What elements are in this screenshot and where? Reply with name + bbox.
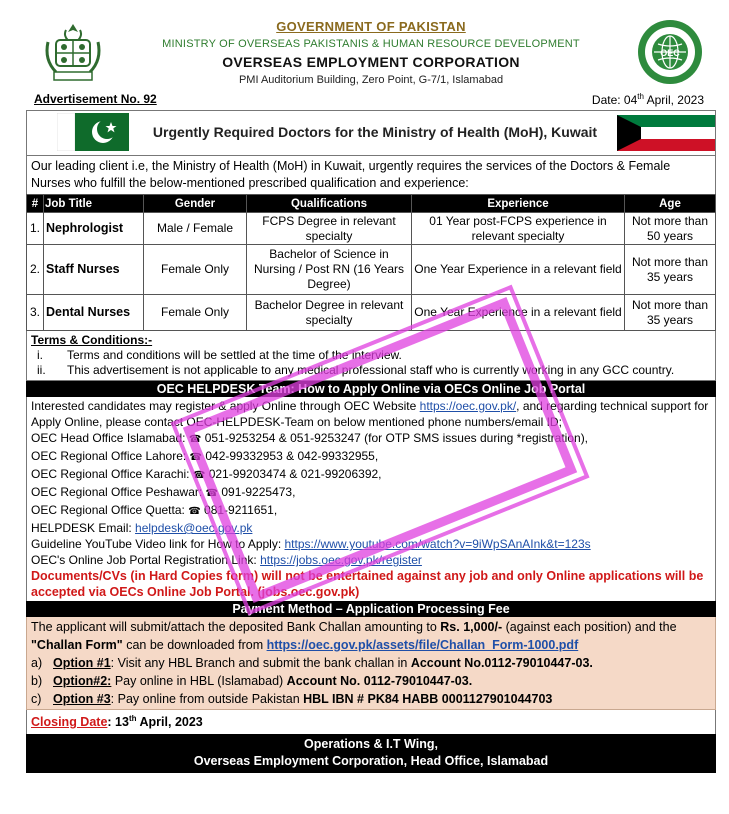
register-line: OEC's Online Job Portal Registration Link: https://jobs.oec.gov.pk/register <box>31 553 422 567</box>
table-row <box>27 295 716 331</box>
qualifications: Bachelor Degree in relevant specialty <box>247 295 412 331</box>
closing-date: Closing Date: 13th April, 2023 <box>26 710 716 734</box>
age: Not more than 35 years <box>625 245 716 295</box>
experience: One Year Experience in a relevant field <box>412 295 625 331</box>
kuwait-flag-icon <box>617 115 715 151</box>
phone-icon: ☎ <box>188 506 201 517</box>
qualifications: Bachelor of Science in Nursing / Post RN (16 Years Degree) <box>247 245 412 295</box>
age: Not more than 50 years <box>625 213 716 245</box>
experience: One Year Experience in a relevant field <box>412 245 625 295</box>
gender: Female Only <box>144 295 247 331</box>
banner-title: Urgently Required Doctors for the Ministry of Health (MoH), Kuwait <box>152 124 598 140</box>
payment-option: b) Option#2: Pay online in HBL (Islamabad) Account No. 0112-79010447-03. <box>31 674 473 688</box>
payment-bar: Payment Method – Application Processing Fee <box>26 601 716 617</box>
row-number: 2. <box>27 245 44 295</box>
header <box>26 16 716 106</box>
payment-option: a) Option #1: Visit any HBL Branch and submit the bank challan in Account No.0112-79010447-03. <box>31 656 593 670</box>
office-line: OEC Regional Office Peshawar: ☎ 091-9225473, <box>31 485 296 499</box>
phone-icon: ☎ <box>188 434 202 445</box>
row-number: 3. <box>27 295 44 331</box>
phone-icon: ☎ <box>189 452 203 463</box>
payment-section <box>26 617 716 710</box>
email-line: HELPDESK Email: helpdesk@oec.gov.pk <box>31 521 253 535</box>
address: PMI Auditorium Building, Zero Point, G-7/1, Islamabad <box>238 74 504 86</box>
helpdesk-email-link[interactable]: helpdesk@oec.gov.pk <box>135 521 253 535</box>
hardcopy-warning: Documents/CVs (in Hard Copies form) will not be entertained against any job and only Online applications will be accepted via OECs Online Job Portal. (jobs.oec.gov.pk) <box>31 569 704 599</box>
ministry-title: MINISTRY OF OVERSEAS PAKISTANIS & HUMAN RESOURCE DEVELOPMENT <box>162 38 580 50</box>
terms-heading: Terms & Conditions:- <box>31 333 153 347</box>
col-gender: Gender <box>144 195 247 213</box>
row-number: 1. <box>27 213 44 245</box>
office-line: OEC Regional Office Quetta: ☎ 081-9211651, <box>31 503 278 517</box>
job-title: Dental Nurses <box>44 295 144 331</box>
job-title: Staff Nurses <box>44 245 144 295</box>
table-row <box>27 245 716 295</box>
col-job-title: Job Title <box>44 195 144 213</box>
pakistan-flag-icon <box>57 113 129 151</box>
advertisement-date: Date: 04th April, 2023 <box>591 92 704 107</box>
terms-section <box>26 331 716 381</box>
job-title: Nephrologist <box>44 213 144 245</box>
advertisement-number: Advertisement No. 92 <box>34 92 157 106</box>
col-age: Age <box>625 195 716 213</box>
jobs-table <box>26 194 716 331</box>
age: Not more than 35 years <box>625 295 716 331</box>
gender: Female Only <box>144 245 247 295</box>
qualifications: FCPS Degree in relevant specialty <box>247 213 412 245</box>
payment-option: c) Option #3: Pay online from outside Pakistan HBL IBN # PK84 HABB 0001127901044703 <box>31 692 553 706</box>
table-row <box>27 213 716 245</box>
register-link[interactable]: https://jobs.oec.gov.pk/register <box>260 553 422 567</box>
payment-intro: The applicant will submit/attach the deposited Bank Challan amounting to Rs. 1,000/- (against each position) and the "Challan Form" can be downloaded from https://oec.gov.pk/assets/file/Challan_Form-1000.pdf <box>31 620 677 652</box>
footer-line-2: Overseas Employment Corporation, Head Office, Islamabad <box>193 754 549 768</box>
pakistan-emblem-icon <box>42 22 104 84</box>
col-experience: Experience <box>412 195 625 213</box>
organization-title: OVERSEAS EMPLOYMENT CORPORATION <box>222 54 520 70</box>
challan-form-link[interactable]: https://oec.gov.pk/assets/file/Challan_Form-1000.pdf <box>266 638 579 652</box>
terms-item: i. Terms and conditions will be settled at the time of the interview. <box>37 348 402 362</box>
advertisement-page <box>26 16 716 773</box>
oec-logo <box>636 18 704 86</box>
title-banner <box>26 110 716 156</box>
office-line: OEC Regional Office Lahore: ☎ 042-99332953 & 042-99332955, <box>31 449 379 463</box>
phone-icon: ☎ <box>192 470 206 481</box>
helpdesk-section <box>26 397 716 601</box>
youtube-line: Guideline YouTube Video link for How to Apply: https://www.youtube.com/watch?v=9iWpSAnAInk&t=123s <box>31 537 591 551</box>
helpdesk-paragraph: Interested candidates may register & apply Online through OEC Website https://oec.gov.pk/, and regarding technical support for Apply Online, please contact OEC-HELPDESK-Team on below mentioned phone numbers/email ID; <box>31 399 709 429</box>
col-number: # <box>27 195 44 213</box>
closing-date-label: Closing Date <box>31 715 108 730</box>
oec-website-link[interactable]: https://oec.gov.pk/ <box>419 399 517 413</box>
intro-paragraph: Our leading client i.e, the Ministry of Health (MoH) in Kuwait, urgently requires the services of the Doctors & Female Nurses who fulfill the below-mentioned prescribed qualification and experience: <box>26 156 716 194</box>
helpdesk-bar: OEC HELPDESK Team: How to Apply Online via OECs Online Job Portal <box>26 381 716 397</box>
office-line: OEC Regional Office Karachi: ☎ 021-99203474 & 021-99206392, <box>31 467 382 481</box>
government-title: GOVERNMENT OF PAKISTAN <box>276 19 466 34</box>
oec-logo-text: OEC <box>660 48 680 58</box>
terms-item: ii. This advertisement is not applicable to any medical professional staff who is currently working in any GCC country. <box>37 363 675 377</box>
experience: 01 Year post-FCPS experience in relevant specialty <box>412 213 625 245</box>
footer-line-1: Operations & I.T Wing, <box>304 737 438 751</box>
gender: Male / Female <box>144 213 247 245</box>
col-qualifications: Qualifications <box>247 195 412 213</box>
office-line: OEC Head Office Islamabad: ☎ 051-9253254 & 051-9253247 (for OTP SMS issues during *registration), <box>31 431 589 445</box>
footer <box>26 734 716 773</box>
table-header-row <box>27 195 716 213</box>
phone-icon: ☎ <box>205 488 219 499</box>
youtube-link[interactable]: https://www.youtube.com/watch?v=9iWpSAnAInk&t=123s <box>284 537 591 551</box>
